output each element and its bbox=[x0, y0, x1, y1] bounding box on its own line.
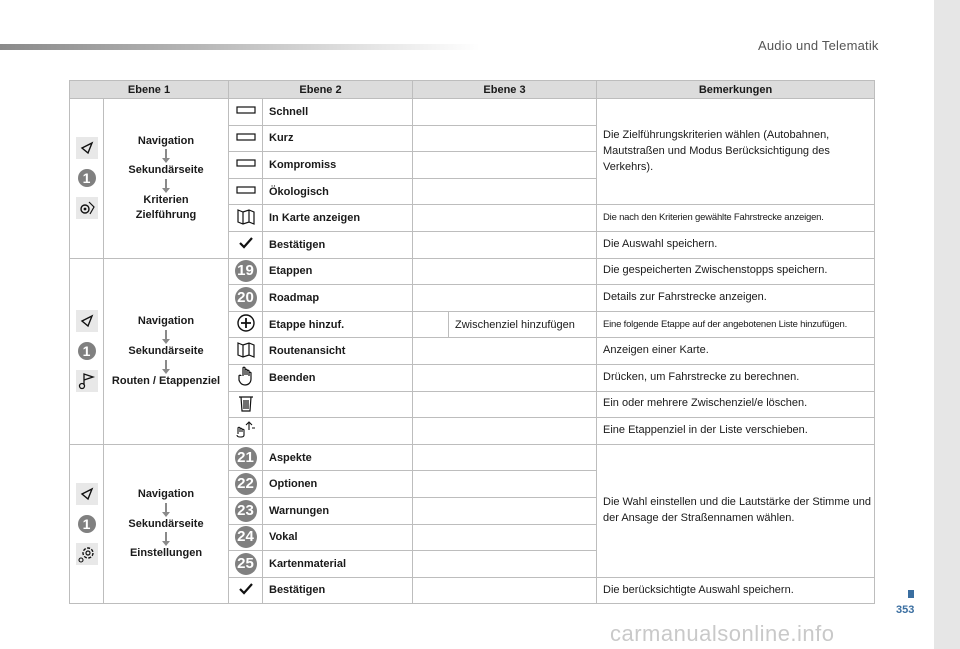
option-line-icon bbox=[235, 156, 257, 170]
level3-cell bbox=[413, 258, 597, 285]
row-icon-cell bbox=[229, 524, 263, 551]
row-icon-cell bbox=[229, 231, 263, 258]
remark-cell: Eine folgende Etappe auf der angebotenen Liste hinzufügen. bbox=[597, 311, 875, 338]
level2-label: Schnell bbox=[263, 99, 413, 126]
level1-icons-cell bbox=[70, 258, 104, 444]
header-ebene-3: Ebene 3 bbox=[413, 81, 597, 99]
level1-secondary-page: Sekundärseite bbox=[128, 517, 204, 530]
row-icon-cell bbox=[229, 471, 263, 498]
row-icon-cell bbox=[229, 258, 263, 285]
route-flag-icon bbox=[76, 370, 98, 392]
level3-cell bbox=[413, 205, 597, 232]
level3-cell bbox=[413, 99, 597, 126]
remark-cell: Drücken, um Fahrstrecke zu berechnen. bbox=[597, 364, 875, 391]
section-title: Audio und Telematik bbox=[758, 38, 879, 53]
step-badge: 21 bbox=[235, 447, 257, 469]
row-icon-cell bbox=[229, 338, 263, 365]
level3-cell bbox=[413, 338, 597, 365]
level3-cell bbox=[413, 231, 597, 258]
level1-secondary-page: Sekundärseite bbox=[128, 164, 204, 177]
level1-criteria: Kriterien Zielführung bbox=[135, 194, 197, 222]
level3-cell bbox=[413, 125, 597, 152]
step-badge: 1 bbox=[78, 342, 96, 360]
row-icon-cell bbox=[229, 125, 263, 152]
level1-navigation: Navigation bbox=[137, 134, 195, 147]
remark-cell: Anzeigen einer Karte. bbox=[597, 338, 875, 365]
navigation-arrow-icon bbox=[76, 137, 98, 159]
header-rule bbox=[0, 44, 480, 50]
remark-cell: Die Auswahl speichern. bbox=[597, 231, 875, 258]
header-ebene-2: Ebene 2 bbox=[229, 81, 413, 99]
table-row bbox=[70, 99, 875, 126]
level2-label: Kurz bbox=[263, 125, 413, 152]
option-line-icon bbox=[235, 130, 257, 144]
level3-cell bbox=[413, 524, 597, 551]
level1-navigation: Navigation bbox=[137, 487, 195, 500]
level3-spacer bbox=[413, 311, 449, 338]
remark-cell: Die Zielführungskriterien wählen (Autobahnen, Mautstraßen und Modus Berücksichtigung des Verkehrs). bbox=[597, 99, 875, 205]
level2-label: Etappen bbox=[263, 258, 413, 285]
check-icon bbox=[239, 583, 253, 595]
level2-label: Routenansicht bbox=[263, 338, 413, 365]
trash-icon bbox=[238, 394, 254, 412]
step-badge: 22 bbox=[235, 473, 257, 495]
level3-cell bbox=[413, 444, 597, 471]
row-icon-cell bbox=[229, 497, 263, 524]
level2-label: Ökologisch bbox=[263, 178, 413, 205]
level2-label bbox=[263, 391, 413, 418]
level2-label: Warnungen bbox=[263, 497, 413, 524]
step-badge: 25 bbox=[235, 553, 257, 575]
flow-arrow bbox=[165, 149, 167, 159]
level3-cell bbox=[413, 577, 597, 604]
flow-arrow bbox=[165, 360, 167, 370]
level1-secondary-page: Sekundärseite bbox=[128, 344, 204, 357]
navigation-arrow-icon bbox=[76, 310, 98, 332]
table-header-row bbox=[70, 81, 875, 99]
level2-label: In Karte anzeigen bbox=[263, 205, 413, 232]
header-bemerkungen: Bemerkungen bbox=[597, 81, 875, 99]
row-icon-cell bbox=[229, 391, 263, 418]
level2-label bbox=[263, 418, 413, 445]
level1-path-cell bbox=[104, 258, 229, 444]
row-icon-cell bbox=[229, 178, 263, 205]
row-icon-cell bbox=[229, 577, 263, 604]
add-circle-icon bbox=[236, 313, 256, 333]
level3-cell bbox=[413, 418, 597, 445]
level2-label: Kompromiss bbox=[263, 152, 413, 179]
table-row bbox=[70, 444, 875, 471]
level2-label: Vokal bbox=[263, 524, 413, 551]
step-badge: 20 bbox=[235, 287, 257, 309]
level3-cell bbox=[413, 178, 597, 205]
remark-cell: Ein oder mehrere Zwischenziel/e löschen. bbox=[597, 391, 875, 418]
map-icon bbox=[236, 341, 256, 359]
step-badge: 23 bbox=[235, 500, 257, 522]
level3-cell: Zwischenziel hinzufügen bbox=[449, 311, 597, 338]
step-badge: 1 bbox=[78, 169, 96, 187]
level1-path-cell bbox=[104, 99, 229, 259]
row-icon-cell bbox=[229, 285, 263, 312]
page-marker bbox=[908, 590, 914, 598]
row-icon-cell bbox=[229, 551, 263, 578]
right-margin-bar bbox=[934, 0, 960, 649]
level3-cell bbox=[413, 152, 597, 179]
row-icon-cell bbox=[229, 311, 263, 338]
level2-label: Bestätigen bbox=[263, 577, 413, 604]
remark-cell: Details zur Fahrstrecke anzeigen. bbox=[597, 285, 875, 312]
level3-cell bbox=[413, 364, 597, 391]
row-icon-cell bbox=[229, 205, 263, 232]
page-number: 353 bbox=[896, 604, 915, 616]
level2-label: Kartenmaterial bbox=[263, 551, 413, 578]
flow-arrow bbox=[165, 503, 167, 513]
remark-cell: Die Wahl einstellen und die Lautstärke der Stimme und der Ansage der Straßennamen wählen. bbox=[597, 444, 875, 577]
settings-criteria-icon bbox=[76, 197, 98, 219]
remark-cell: Die gespeicherten Zwischenstopps speichern. bbox=[597, 258, 875, 285]
step-badge: 1 bbox=[78, 515, 96, 533]
option-line-icon bbox=[235, 183, 257, 197]
level1-icons-cell bbox=[70, 99, 104, 259]
navigation-arrow-icon bbox=[76, 483, 98, 505]
row-icon-cell bbox=[229, 444, 263, 471]
level3-cell bbox=[413, 551, 597, 578]
level1-settings: Einstellungen bbox=[129, 547, 203, 560]
table-row bbox=[70, 258, 875, 285]
level3-cell bbox=[413, 391, 597, 418]
level3-cell bbox=[413, 285, 597, 312]
level3-cell bbox=[413, 497, 597, 524]
header-ebene-1: Ebene 1 bbox=[70, 81, 229, 99]
remark-cell: Die berücksichtigte Auswahl speichern. bbox=[597, 577, 875, 604]
hand-press-icon bbox=[237, 366, 255, 386]
level2-label: Beenden bbox=[263, 364, 413, 391]
flow-arrow bbox=[165, 179, 167, 189]
row-icon-cell bbox=[229, 99, 263, 126]
row-icon-cell bbox=[229, 152, 263, 179]
row-icon-cell bbox=[229, 364, 263, 391]
remark-cell: Die nach den Kriterien gewählte Fahrstrecke anzeigen. bbox=[597, 205, 875, 232]
level2-label: Aspekte bbox=[263, 444, 413, 471]
level3-cell bbox=[413, 471, 597, 498]
level2-label: Etappe hinzuf. bbox=[263, 311, 413, 338]
row-icon-cell bbox=[229, 418, 263, 445]
watermark: carmanualsonline.info bbox=[610, 621, 835, 646]
level1-navigation: Navigation bbox=[137, 314, 195, 327]
remark-cell: Eine Etappenziel in der Liste verschieben. bbox=[597, 418, 875, 445]
level2-label: Bestätigen bbox=[263, 231, 413, 258]
move-hand-icon bbox=[235, 420, 257, 438]
level1-icons-cell bbox=[70, 444, 104, 604]
level1-path-cell bbox=[104, 444, 229, 604]
option-line-icon bbox=[235, 103, 257, 117]
menu-table bbox=[69, 80, 875, 604]
level1-routes: Routen / Etappenziel bbox=[111, 374, 221, 387]
level2-label: Optionen bbox=[263, 471, 413, 498]
step-badge: 19 bbox=[235, 260, 257, 282]
step-badge: 24 bbox=[235, 526, 257, 548]
gear-icon bbox=[76, 543, 98, 565]
check-icon bbox=[239, 237, 253, 249]
flow-arrow bbox=[165, 532, 167, 542]
level2-label: Roadmap bbox=[263, 285, 413, 312]
flow-arrow bbox=[165, 330, 167, 340]
map-icon bbox=[236, 208, 256, 226]
